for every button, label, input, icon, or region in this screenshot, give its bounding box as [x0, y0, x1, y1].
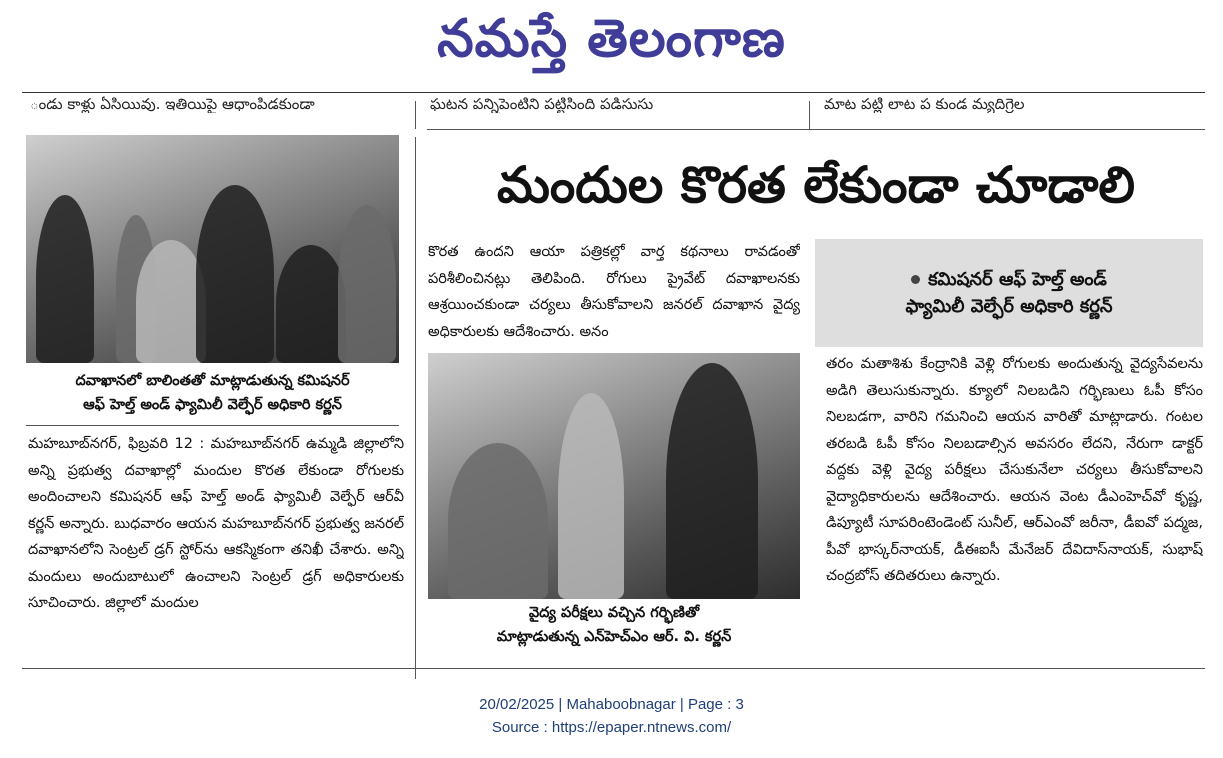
photo2-caption: [428, 601, 800, 649]
masthead: [0, 0, 1223, 78]
photo1-caption: [26, 369, 399, 417]
subhead-line2: ఫ్యామిలీ వెల్ఫేర్ అధికారి కర్ణన్: [905, 296, 1113, 317]
caption-rule: [26, 425, 399, 426]
photo2-caption-line1: వైద్య పరీక్షలు వచ్చిన గర్భిణితో: [528, 605, 700, 621]
column-divider: [415, 101, 416, 129]
photo-patients-ward: [428, 353, 800, 599]
column-divider: [809, 101, 810, 129]
photo2-caption-line2: మాట్లాడుతున్న ఎన్‌హెచ్‌ఎం ఆర్. వి. కర్ణన్: [496, 629, 732, 645]
photo-commissioner-hospital: [26, 135, 399, 363]
article-column-2: కొరత ఉందని ఆయా పత్రికల్లో వార్త కథనాలు రావడంతో పరిశీలించినట్లు తెలిపింది. రోగులు ప్రైవేట్ దవాఖాలనకు ఆశ్రయించకుండా చర్యలు తీసుకోవాలని జనరల్ దవాఖాన వైద్య అధికారులకు ఆదేశించారు. అనం: [428, 244, 800, 340]
article-column-1: మహబూబ్‌నగర్, ఫిబ్రవరి 12 : మహబూబ్‌నగర్ ఉమ్మడి జిల్లాలోని అన్ని ప్రభుత్వ దవాఖాల్లో మందుల కొరత లేకుండా రోగులకు అందించాలని కమిషనర్ ఆఫ్ హెల్త్ అండ్ ఫ్యామిలీ వెల్ఫేర్ ఆర్‌వీ కర్ణన్ అన్నారు. బుధవారం ఆయన మహబూబ్‌నగర్ ప్రభుత్వ జనరల్ దవాఖానలోని సెంట్రల్ డ్రగ్ స్టోర్‌ను ఆకస్మికంగా తనిఖీ చేశారు. అన్ని మందులు అందుబాటులో ఉంచాలని సెంట్రల్ డ్రగ్ అధికారులకు సూచించారు. జిల్లాలో మందుల: [28, 436, 404, 611]
headline: మందుల కొరత లేకుండా చూడాలి: [497, 156, 1135, 214]
newspaper-logo: నమస్తే తెలంగాణ: [437, 9, 786, 69]
article-column-3: తరం మతాశిశు కేంద్రానికి వెళ్లి రోగులకు అందుతున్న వైద్యసేవలను అడిగి తెలుసుకున్నారు. క్యూలో నిలబడిని గర్భిణులు ఓపీ కోసం నిలబడగా, వారిని గమనించి ఆయన వారితో మాట్లాడారు. గంటల తరబడి ఓపీ కోసం నిలబడాల్సిన అవసరం లేదని, నేరుగా డాక్టర్ వద్దకు వెళ్లి వైద్య పరీక్షలు చేసుకునేలా చర్యలు తీసుకోవాలని వైద్యాధికారులను ఆదేశించారు. ఆయన వెంట డీఎంహెచ్‌వో కృష్ణ, డిప్యూటీ సూపరింటెండెంట్ సునీల్, ఆర్ఎంవో జరీనా, డీఐవో పద్మజ, పీవో భాస్కర్‌నాయక్, డీఈఐసీ మేనేజర్ దేవిదాస్‌నాయక్, సుభాష్ చంద్రబోస్ తదితరులు ఉన్నారు.: [826, 356, 1203, 584]
photo1-caption-line1: దవాఖానలో బాలింతతో మాట్లాడుతున్న కమిషనర్: [75, 373, 350, 389]
column-divider: [415, 137, 416, 679]
news-clipping: [22, 92, 1205, 679]
bullet-icon: [911, 275, 920, 284]
top-fragment-1: ండు కాళ్లు ఏసియివు. ఇతియిపై ఆధాంపిడకుండా: [30, 95, 315, 113]
photo1-caption-line2: ఆఫ్ హెల్త్ అండ్ ఫ్యామిలీ వెల్ఫేర్ అధికారి కర్ణన్: [83, 397, 342, 413]
top-fragment-2: ఘటన పన్నిపెంటిని పట్టిసింది పడిసుసు: [430, 95, 654, 113]
section-rule: [427, 129, 1205, 130]
subheading-box: [815, 239, 1203, 347]
bottom-rule: [22, 668, 1205, 669]
top-fragment-3: మాట పట్లి లాట ప కుండ మ్యదిగ్రెల: [824, 95, 1025, 113]
footer-date-edition: 20/02/2025 | Mahaboobnagar | Page : 3: [479, 696, 744, 713]
footer-source: Source : https://epaper.ntnews.com/: [491, 719, 732, 736]
subhead-line1: కమిషనర్ ఆఫ్ హెల్త్ అండ్: [928, 269, 1107, 290]
